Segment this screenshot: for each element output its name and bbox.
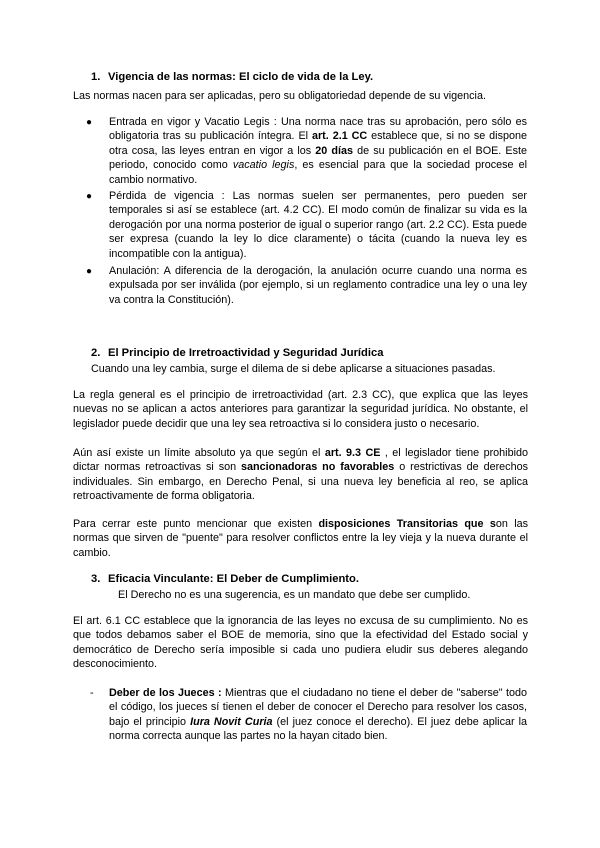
section-2-paragraph-2: Aún así existe un límite absoluto ya que según el art. 9.3 CE , el legislador tiene prohibido dictar normas retroactivas si son sancionadoras no favorables o restrictivas de derechos individuales. Sin embargo, en Derecho Penal, si una nueva ley beneficia al reo, se aplica retroactivamente de forma obligatoria. <box>73 447 528 503</box>
section-2-paragraph-1: La regla general es el principio de irretroactividad (art. 2.3 CC), que explica que las leyes nuevas no se aplican a actos anteriores para garantizar la seguridad jurídica. No obstante, el legislador puede decidir que una ley sea retroactiva si lo considera justo o necesario. <box>73 389 528 430</box>
bullet-entrada-en-vigor: Entrada en vigor y Vacatio Legis : Una norma nace tras su aprobación, pero sólo es obligatoria tras su publicación íntegra. El art. 2.1 CC establece que, si no se dispone otra cosa, las leyes entran en vigor a los 20 días de su publicación en el BOE. Este periodo, conocido como vacatio legis, es esencial para que la sociedad procese el cambio normativo. <box>109 116 528 186</box>
section-2-number: 2. <box>91 347 101 359</box>
dash-item-deber-de-los-jueces: Deber de los Jueces : Mientras que el ciudadano no tiene el deber de "saberse" todo el código, los jueces sí tienen el deber de conocer el Derecho para resolver los casos, bajo el principio Iura Novit Curia (el juez conoce el derecho). El juez debe aplicar la norma correcta aunque las partes no la hayan citado bien. <box>109 687 527 743</box>
section-2-subtitle: Cuando una ley cambia, surge el dilema de si debe aplicarse a situaciones pasadas. <box>91 363 496 375</box>
section-1-number: 1. <box>91 71 101 83</box>
section-1-heading <box>91 70 373 84</box>
section-3-subtitle: El Derecho no es una sugerencia, es un mandato que debe ser cumplido. <box>118 589 471 601</box>
bullet-perdida-de-vigencia: Pérdida de vigencia : Las normas suelen ser permanentes, pero pueden ser temporales si así se establece (art. 4.2 CC). El modo común de finalizar su vida es la derogación por una norma posterior de igual o superior rango (art. 2.2 CC). Esta puede ser expresa (cuando la ley lo dice claramente) o tácita (cuando la nueva ley es incompatible con la antigua). <box>109 190 527 260</box>
section-2-heading <box>91 346 383 360</box>
bullet-icon: ● <box>86 266 93 277</box>
bullet-anulacion: Anulación: A diferencia de la derogación, la anulación ocurre cuando una norma es expulsada por ser inválida (por ejemplo, si un reglamento contradice una ley o una ley va contra la Constitución). <box>109 265 527 306</box>
section-3-paragraph-1: El art. 6.1 CC establece que la ignorancia de las leyes no excusa de su cumplimiento. No es que todos debamos saber el BOE de memoria, sino que la efectividad del Estado social y democrático de Derecho sería imposible si cada uno pudiera eludir sus deberes alegando desconocimiento. <box>73 615 528 671</box>
section-2-paragraph-3: Para cerrar este punto mencionar que existen disposiciones Transitorias que son las normas que sirven de "puente" para resolver conflictos entre la ley vieja y la nueva durante el cambio. <box>73 518 529 559</box>
section-3-heading <box>91 572 359 586</box>
bullet-icon: ● <box>86 191 93 202</box>
section-1-title: Vigencia de las normas: El ciclo de vida de la Ley. <box>108 71 374 83</box>
section-2-title: El Principio de Irretroactividad y Seguridad Jurídica <box>108 347 384 359</box>
section-3-title: Eficacia Vinculante: El Deber de Cumplimiento. <box>108 573 359 585</box>
section-1-intro: Las normas nacen para ser aplicadas, pero su obligatoriedad depende de su vigencia. <box>73 90 486 102</box>
bullet-icon: ● <box>86 117 93 128</box>
section-3-number: 3. <box>91 573 101 585</box>
dash-icon: - <box>90 687 94 699</box>
